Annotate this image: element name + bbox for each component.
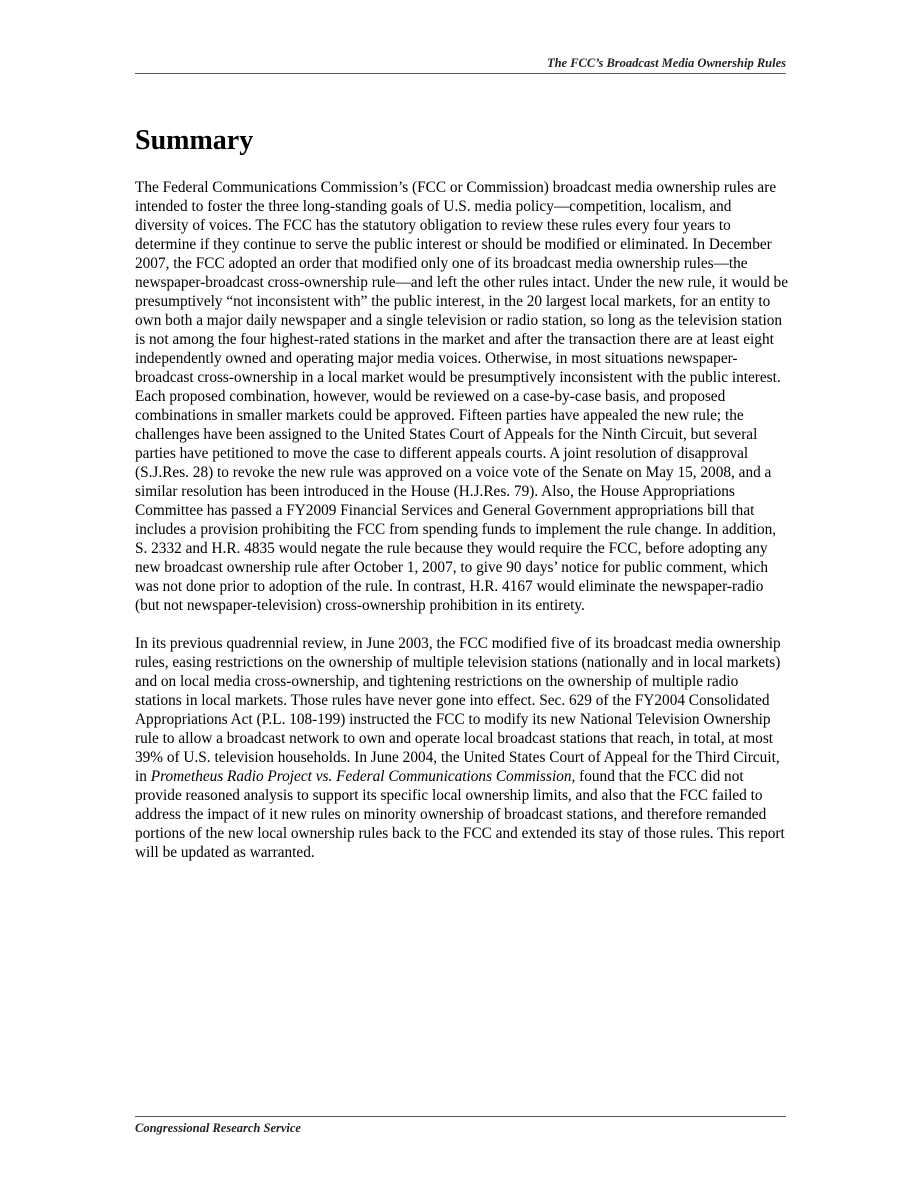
header-divider	[135, 73, 786, 74]
running-footer: Congressional Research Service	[135, 1121, 301, 1135]
paragraph-text: In its previous quadrennial review, in June 2003, the FCC modified five of its broadcast media ownership rules, easing restrictions on the ownership of multiple television stations (nationally and in local markets) and on local media cross-ownership, and tightening restrictions on the ownership of multiple radio stations in local markets. Those rules have never gone into effect. Sec. 629 of the FY2004 Consolidated Appropriations Act (P.L. 108-199) instructed the FCC to modify its new National Television Ownership rule to allow a broadcast network to own and operate local broadcast stations that reach, in total, at most 39% of U.S. television households. In June 2004, the United States Court of Appeal for the Third Circuit, in	[135, 635, 781, 785]
footer-divider	[135, 1116, 786, 1117]
paragraph-text: The Federal Communications Commission’s (FCC or Commission) broadcast media ownership rules are intended to foster the three long-standing goals of U.S. media policy—competition, localism, and diversity of voices. The FCC has the statutory obligation to review these rules every four years to determine if they continue to serve the public interest or should be modified or eliminated. In December 2007, the FCC adopted an order that modified only one of its broadcast media ownership rules—the newspaper-broadcast cross-ownership rule—and left the other rules intact. Under the new rule, it would be presumptively “not inconsistent with” the public interest, in the 20 largest local markets, for an entity to own both a major daily newspaper and a single television or radio station, so long as the television station is not among the four highest-rated stations in the market and after the transaction there are at least eight independently owned and operating major media voices. Otherwise, in most situations newspaper-broadcast cross-ownership in a local market would be presumptively inconsistent with the public interest. Each proposed combination, however, would be reviewed on a case-by-case basis, and proposed combinations in smaller markets could be approved. Fifteen parties have appealed the new rule; the challenges have been assigned to the United States Court of Appeals for the Ninth Circuit, but several parties have petitioned to move the case to different appeals courts. A joint resolution of disapproval (S.J.Res. 28) to revoke the new rule was approved on a voice vote of the Senate on May 15, 2008, and a similar resolution has been introduced in the House (H.J.Res. 79). Also, the House Appropriations Committee has passed a FY2009 Financial Services and General Government appropriations bill that includes a provision prohibiting the FCC from spending funds to implement the rule change. In addition, S. 2332 and H.R. 4835 would negate the rule because they would require the FCC, before adopting any new broadcast ownership rule after October 1, 2007, to give 90 days’ notice for public comment, which was not done prior to adoption of the rule. In contrast, H.R. 4167 would eliminate the newspaper-radio (but not newspaper-television) cross-ownership prohibition in its entirety.	[135, 179, 788, 614]
paragraph-text: , found that the FCC did not provide reasoned analysis to support its specific local ownership limits, and also that the FCC failed to address the impact of it new rules on minority ownership of broadcast stations, and therefore remanded portions of the new local ownership rules back to the FCC and extended its stay of those rules. This report will be updated as warranted.	[135, 768, 785, 861]
summary-paragraph-2	[135, 634, 788, 862]
running-header: The FCC’s Broadcast Media Ownership Rules	[546, 56, 786, 70]
page-title: Summary	[135, 125, 254, 156]
case-name-italic: Prometheus Radio Project vs. Federal Communications Commission	[150, 768, 572, 785]
summary-paragraph-1	[135, 178, 788, 615]
summary-body	[135, 178, 788, 881]
